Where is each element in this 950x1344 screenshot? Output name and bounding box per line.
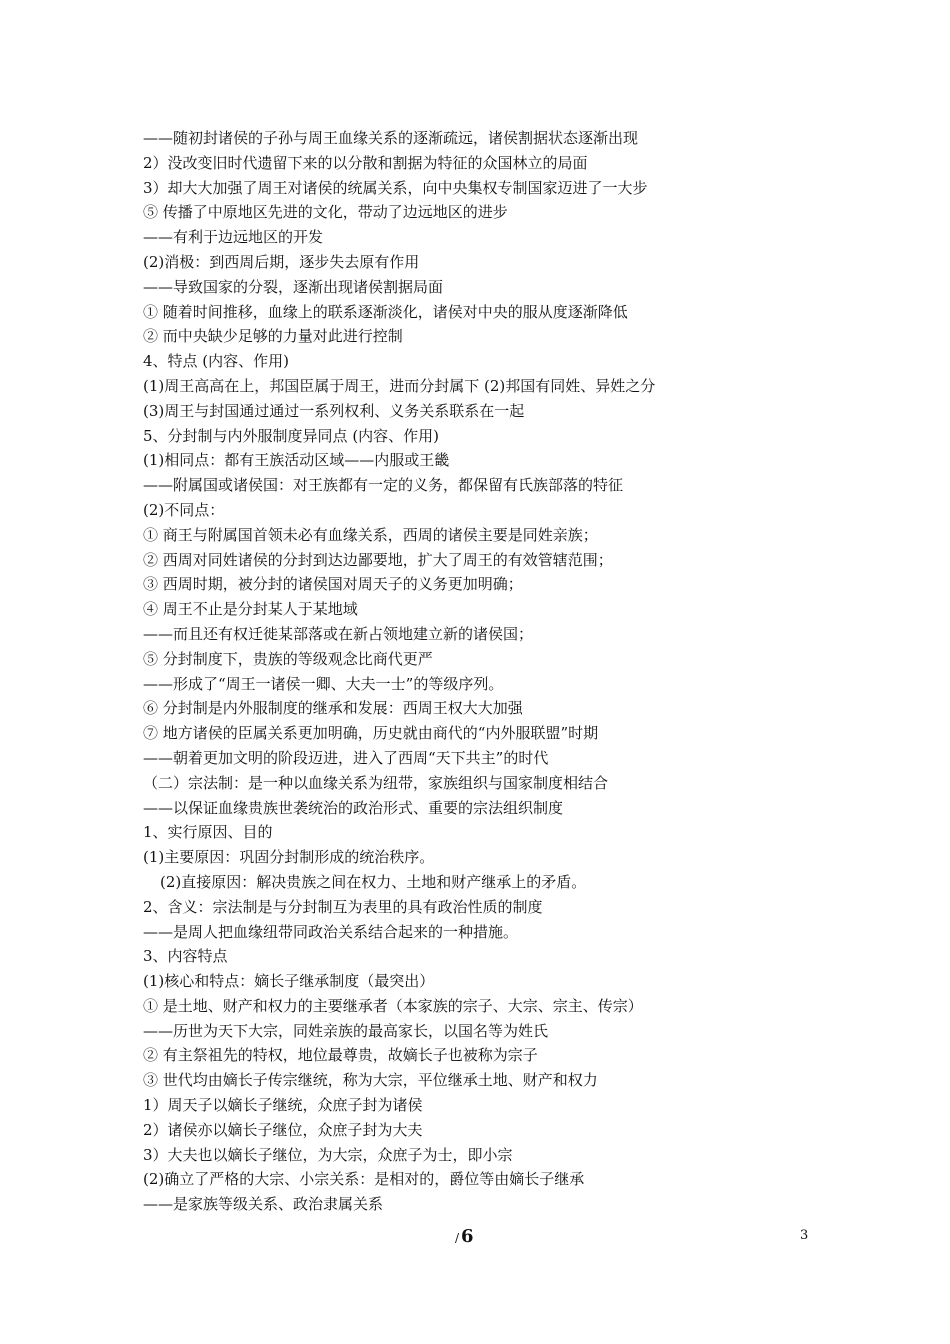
text-line: 3）却大大加强了周王对诸侯的统属关系，向中央集权专制国家迈进了一大步	[143, 178, 648, 197]
text-line: ——随初封诸侯的子孙与周王血缘关系的逐渐疏远，诸侯割据状态逐渐出现	[143, 129, 639, 147]
text-line: ① 商王与附属国首领未必有血缘关系，西周的诸侯主要是同姓亲族；	[143, 525, 598, 544]
text-line: 2）诸侯亦以嫡长子继位，众庶子封为大夫	[143, 1120, 423, 1139]
text-line: ③ 世代均由嫡长子传宗继统，称为大宗，平位继承土地、财产和权力	[143, 1071, 598, 1090]
text-line: (2)确立了严格的大宗、小宗关系：是相对的，爵位等由嫡长子继承	[143, 1170, 585, 1189]
page-separator: /	[455, 1231, 460, 1245]
text-line: (1)周王高高在上，邦国臣属于周王，进而分封属下 (2)邦国有同姓、异姓之分	[143, 376, 656, 395]
text-line: ——历世为天下大宗，同姓亲族的最高家长，以国名等为姓氏	[143, 1021, 549, 1040]
text-line: ② 西周对同姓诸侯的分封到达边鄙要地，扩大了周王的有效管辖范围；	[143, 550, 613, 569]
text-line: ——是周人把血缘纽带同政治关系结合起来的一种措施。	[143, 922, 519, 941]
section-heading: 3、内容特点	[143, 947, 228, 966]
text-line: (1)核心和特点：嫡长子继承制度（最突出）	[143, 972, 435, 991]
text-line: ——导致国家的分裂，逐渐出现诸侯割据局面	[143, 277, 444, 296]
text-line: ① 是土地、财产和权力的主要继承者（本家族的宗子、大宗、宗主、传宗）	[143, 996, 643, 1015]
text-line: ① 随着时间推移，血缘上的联系逐渐淡化，诸侯对中央的服从度逐渐降低	[143, 302, 628, 321]
text-line: ——形成了“周王一诸侯一卿、大夫一士”的等级序列。	[143, 674, 504, 693]
text-line: 3）大夫也以嫡长子继位，为大宗，众庶子为士，即小宗	[143, 1145, 513, 1164]
text-line: ④ 周王不止是分封某人于某地域	[143, 600, 358, 619]
section-heading: （二）宗法制：是一种以血缘关系为纽带，家族组织与国家制度相结合	[143, 773, 609, 792]
text-line: (2)直接原因：解决贵族之间在权力、土地和财产继承上的矛盾。	[160, 872, 587, 891]
section-heading: 1、实行原因、目的	[143, 823, 273, 842]
text-line: ——而且还有权迁徙某部落或在新占领地建立新的诸侯国；	[143, 624, 534, 643]
text-line: 2）没改变旧时代遗留下来的以分散和割据为特征的众国林立的局面	[143, 153, 588, 172]
text-line: ——朝着更加文明的阶段迈进，进入了西周“天下共主”的时代	[143, 748, 549, 767]
page-number: 3	[800, 1228, 809, 1243]
total-pages: 6	[461, 1226, 474, 1247]
text-line: ——是家族等级关系、政治隶属关系	[143, 1195, 384, 1214]
text-line: ② 而中央缺少足够的力量对此进行控制	[143, 327, 403, 346]
text-line: ③ 西周时期，被分封的诸侯国对周天子的义务更加明确；	[143, 575, 523, 594]
section-heading: 4、特点 (内容、作用)	[143, 352, 290, 371]
text-line: ——附属国或诸侯国：对王族都有一定的义务，都保留有氏族部落的特征	[143, 476, 624, 495]
text-line: ② 有主祭祖先的特权，地位最尊贵，故嫡长子也被称为宗子	[143, 1046, 538, 1065]
text-line: 1）周天子以嫡长子继统，众庶子封为诸侯	[143, 1096, 423, 1115]
section-heading: 5、分封制与内外服制度异同点 (内容、作用)	[143, 426, 440, 445]
text-line: ——有利于边远地区的开发	[143, 228, 324, 247]
text-line: ⑦ 地方诸侯的臣属关系更加明确，历史就由商代的“内外服联盟”时期	[143, 724, 599, 743]
text-line: ⑤ 分封制度下，贵族的等级观念比商代更严	[143, 649, 433, 668]
text-line: (2)消极：到西周后期，逐步失去原有作用	[143, 252, 420, 271]
document-body	[143, 126, 843, 1217]
text-line: (1)主要原因：巩固分封制形成的统治秩序。	[143, 848, 435, 867]
text-line: (1)相同点：都有王族活动区域——内服或王畿	[143, 451, 450, 470]
text-line: (2)不同点：	[143, 500, 225, 519]
text-line: ⑤ 传播了中原地区先进的文化，带动了边远地区的进步	[143, 203, 508, 222]
text-line: (3)周王与封国通过通过一系列权利、义务关系联系在一起	[143, 401, 525, 420]
text-line: ——以保证血缘贵族世袭统治的政治形式、重要的宗法组织制度	[143, 798, 564, 817]
text-line: ⑥ 分封制是内外服制度的继承和发展：西周王权大大加强	[143, 699, 523, 718]
page-count-footer	[455, 1225, 474, 1250]
section-heading: 2、含义：宗法制是与分封制互为表里的具有政治性质的制度	[143, 897, 543, 916]
